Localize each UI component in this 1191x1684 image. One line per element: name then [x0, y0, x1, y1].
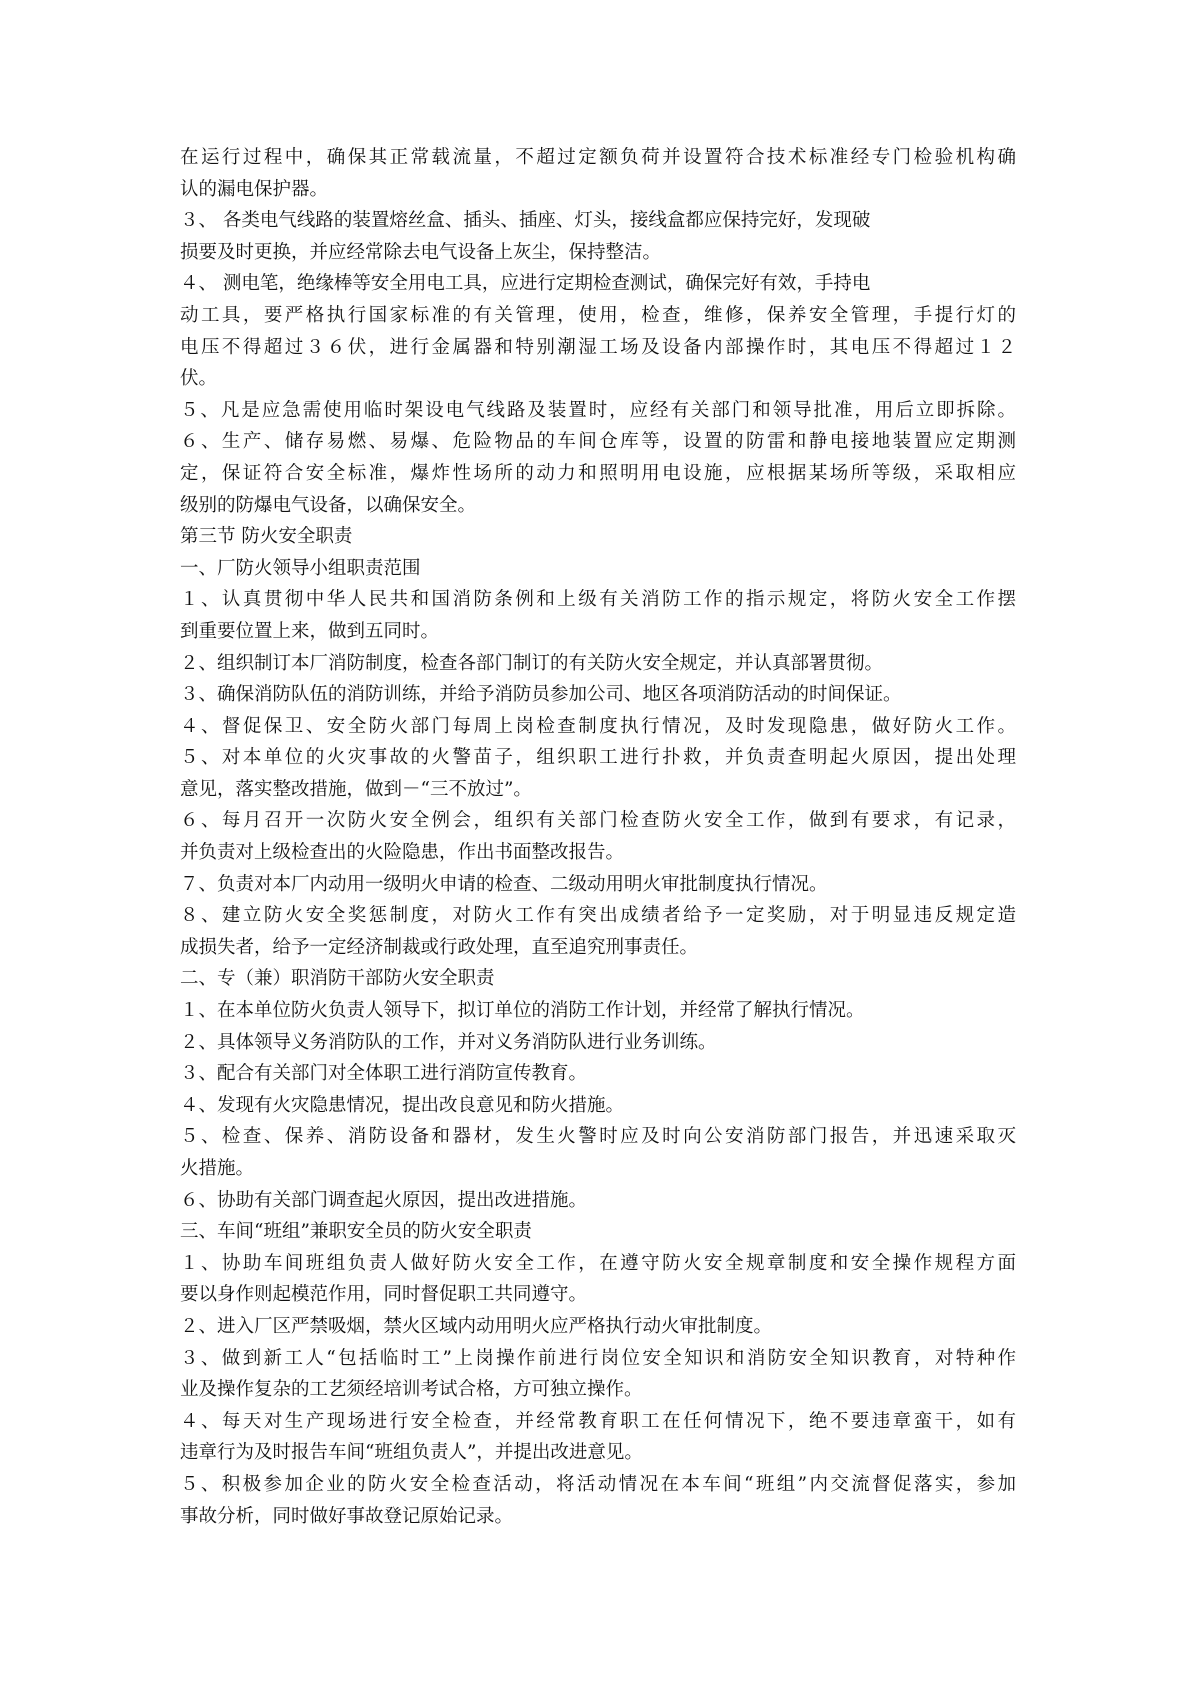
text-line: ４、 测电笔，绝缘棒等安全用电工具，应进行定期检查测试，确保完好有效，手持电	[180, 273, 871, 295]
text-line: 在运行过程中，确保其正常载流量，不超过定额负荷并设置符合技术标准经专门检验机构确	[180, 147, 1016, 168]
text-line: ６、协助有关部门调查起火原因，提出改进措施。	[180, 1189, 588, 1211]
text-line: 事故分析，同时做好事故登记原始记录。	[180, 1505, 514, 1527]
text-line: ３、做到新工人“包括临时工”上岗操作前进行岗位安全知识和消防安全知识教育，对特种作	[180, 1347, 1016, 1369]
text-line: ７、负责对本厂内动用一级明火申请的检查、二级动用明火审批制度执行情况。	[180, 873, 828, 895]
text-line: ６、每月召开一次防火安全例会，组织有关部门检查防火安全工作，做到有要求，有记录，	[180, 810, 1016, 832]
text-line: ５、对本单位的火灾事故的火警苗子，组织职工进行扑救，并负责查明起火原因，提出处理	[180, 747, 1016, 769]
text-line: 认的漏电保护器。	[180, 178, 329, 200]
text-line: ３、配合有关部门对全体职工进行消防宣传教育。	[180, 1063, 588, 1085]
text-line: ２、具体领导义务消防队的工作，并对义务消防队进行业务训练。	[180, 1031, 717, 1053]
text-line: 电压不得超过３６伏，进行金属器和特别潮湿工场及设备内部操作时，其电压不得超过１２	[180, 336, 1016, 358]
subsection-heading: 三、车间“班组”兼职安全员的防火安全职责	[180, 1221, 532, 1243]
text-line: ５、检查、保养、消防设备和器材，发生火警时应及时向公安消防部门报告，并迅速采取灭	[180, 1126, 1016, 1148]
text-line: 级别的防爆电气设备，以确保安全。	[180, 494, 477, 516]
text-line: １、在本单位防火负责人领导下，拟订单位的消防工作计划，并经常了解执行情况。	[180, 1000, 865, 1022]
text-line: １、协助车间班组负责人做好防火安全工作，在遵守防火安全规章制度和安全操作规程方面	[180, 1252, 1016, 1274]
text-line: ３、确保消防队伍的消防训练，并给予消防员参加公司、地区各项消防活动的时间保证。	[180, 684, 902, 706]
text-line: 要以身作则起模范作用，同时督促职工共同遵守。	[180, 1284, 588, 1306]
text-line: ２、组织制订本厂消防制度，检查各部门制订的有关防火安全规定，并认真部署贯彻。	[180, 652, 884, 674]
text-line: ３、 各类电气线路的装置熔丝盒、插头、插座、灯头，接线盒都应保持完好，发现破	[180, 210, 871, 232]
document-page	[180, 142, 1016, 1532]
text-line: 并负责对上级检查出的火险隐患，作出书面整改报告。	[180, 842, 625, 864]
text-line: ２、进入厂区严禁吸烟，禁火区域内动用明火应严格执行动火审批制度。	[180, 1315, 773, 1337]
text-line: 火措施。	[180, 1158, 255, 1179]
text-line: ５、积极参加企业的防火安全检查活动，将活动情况在本车间“班组”内交流督促落实，参加	[180, 1473, 1016, 1495]
text-line: 损要及时更换，并应经常除去电气设备上灰尘，保持整洁。	[180, 241, 662, 263]
section-heading: 第三节 防火安全职责	[180, 526, 353, 548]
text-line: ４、督促保卫、安全防火部门每周上岗检查制度执行情况，及时发现隐患，做好防火工作。	[180, 715, 1016, 737]
subsection-heading: 二、专（兼）职消防干部防火安全职责	[180, 968, 495, 990]
text-line: 动工具，要严格执行国家标准的有关管理，使用，检查，维修，保养安全管理，手提行灯的	[180, 304, 1016, 326]
text-line: 违章行为及时报告车间“班组负责人”，并提出改进意见。	[180, 1442, 643, 1464]
text-line: ４、发现有火灾隐患情况，提出改良意见和防火措施。	[180, 1094, 625, 1116]
text-line: ４、每天对生产现场进行安全检查，并经常教育职工在任何情况下，绝不要违章蛮干，如有	[180, 1410, 1016, 1432]
text-line: ８、建立防火安全奖惩制度，对防火工作有突出成绩者给予一定奖励，对于明显违反规定造	[180, 905, 1016, 927]
text-line: ６、生产、储存易燃、易爆、危险物品的车间仓库等，设置的防雷和静电接地装置应定期测	[180, 431, 1016, 453]
text-line: 定，保证符合安全标准，爆炸性场所的动力和照明用电设施，应根据某场所等级，采取相应	[180, 462, 1016, 484]
text-line: 意见，落实整改措施，做到－“三不放过”。	[180, 778, 532, 800]
subsection-heading: 一、厂防火领导小组职责范围	[180, 557, 421, 579]
text-line: ５、凡是应急需使用临时架设电气线路及装置时，应经有关部门和领导批准，用后立即拆除。	[180, 399, 1016, 421]
text-line: 成损失者，给予一定经济制裁或行政处理，直至追究刑事责任。	[180, 936, 699, 958]
text-line: 业及操作复杂的工艺须经培训考试合格，方可独立操作。	[180, 1379, 643, 1401]
text-line: 到重要位置上来，做到五同时。	[180, 620, 440, 642]
text-line: １、认真贯彻中华人民共和国消防条例和上级有关消防工作的指示规定，将防火安全工作摆	[180, 589, 1016, 611]
text-line: 伏。	[180, 368, 218, 390]
